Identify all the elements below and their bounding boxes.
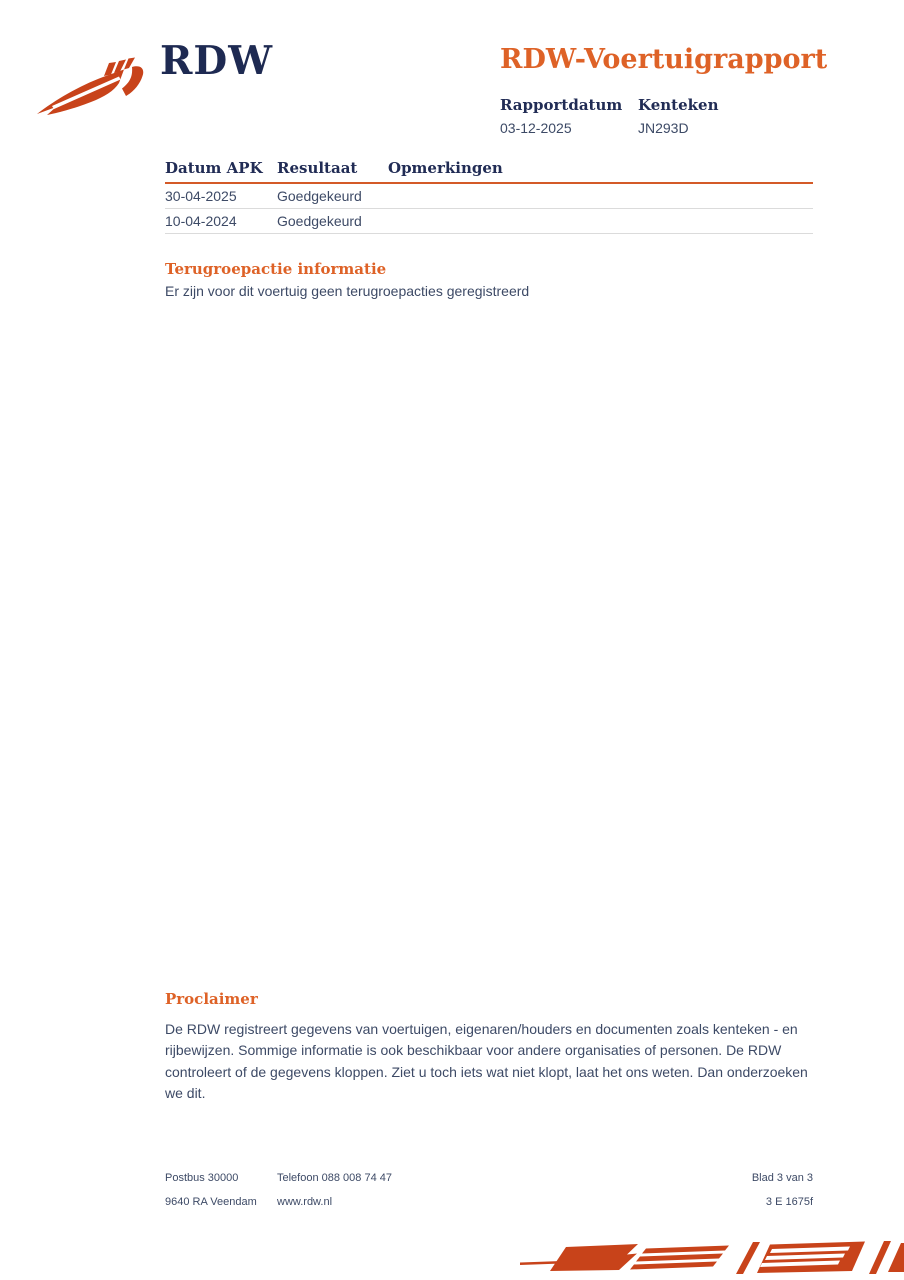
- apk-date-cell: 30-04-2025: [165, 183, 277, 209]
- proclaimer-line: controleert of de gegevens kloppen. Ziet u toch iets wat niet klopt, laat het ons weten. Dan onderzoeken: [165, 1063, 808, 1080]
- rdw-wing-icon: [35, 53, 157, 117]
- license-plate-label: Kenteken: [638, 96, 719, 114]
- license-plate-block: [638, 96, 718, 136]
- recall-section-body: Er zijn voor dit voertuig geen terugroepacties geregistreerd: [165, 283, 530, 299]
- proclaimer-body: [165, 1019, 825, 1105]
- page-title: RDW-Voertuigrapport: [500, 44, 828, 75]
- proclaimer-line: we dit.: [165, 1085, 206, 1102]
- footer-address-line1: Postbus 30000: [165, 1172, 239, 1184]
- proclaimer-line: De RDW registreert gegevens van voertuigen, eigenaren/houders en documenten zoals kenteken - en: [165, 1021, 798, 1037]
- rdw-speed-lines-graphic: [520, 1236, 904, 1280]
- rdw-logo-text: RDW: [160, 38, 274, 84]
- proclaimer-line: rijbewijzen. Sommige informatie is ook beschikbaar voor andere organisaties of personen. De RDW: [165, 1042, 782, 1059]
- footer-address-line2: 9640 RA Veendam: [165, 1196, 257, 1208]
- footer-form-code: 3 E 1675f: [765, 1196, 813, 1208]
- proclaimer-heading: Proclaimer: [165, 990, 258, 1008]
- license-plate-value: JN293D: [638, 120, 689, 136]
- column-header-datum-apk: Datum APK: [165, 159, 277, 183]
- table-row: [165, 183, 813, 209]
- table-header-row: [165, 159, 813, 183]
- report-date-block: [500, 96, 622, 136]
- report-date-label: Rapportdatum: [500, 96, 623, 114]
- footer-phone: Telefoon 088 008 74 47: [277, 1172, 392, 1184]
- report-date-value: 03-12-2025: [500, 120, 572, 136]
- apk-history-table: [165, 159, 813, 234]
- column-header-resultaat: Resultaat: [277, 159, 388, 183]
- column-header-opmerkingen: Opmerkingen: [388, 159, 813, 183]
- apk-remarks-cell: [388, 209, 813, 234]
- footer-website: www.rdw.nl: [277, 1196, 333, 1208]
- footer-page-indicator: Blad 3 van 3: [751, 1172, 813, 1184]
- apk-date-cell: 10-04-2024: [165, 209, 277, 234]
- recall-section-heading: Terugroepactie informatie: [165, 260, 387, 278]
- apk-remarks-cell: [388, 183, 813, 209]
- apk-result-cell: Goedgekeurd: [277, 183, 388, 209]
- apk-result-cell: Goedgekeurd: [277, 209, 388, 234]
- table-row: [165, 209, 813, 234]
